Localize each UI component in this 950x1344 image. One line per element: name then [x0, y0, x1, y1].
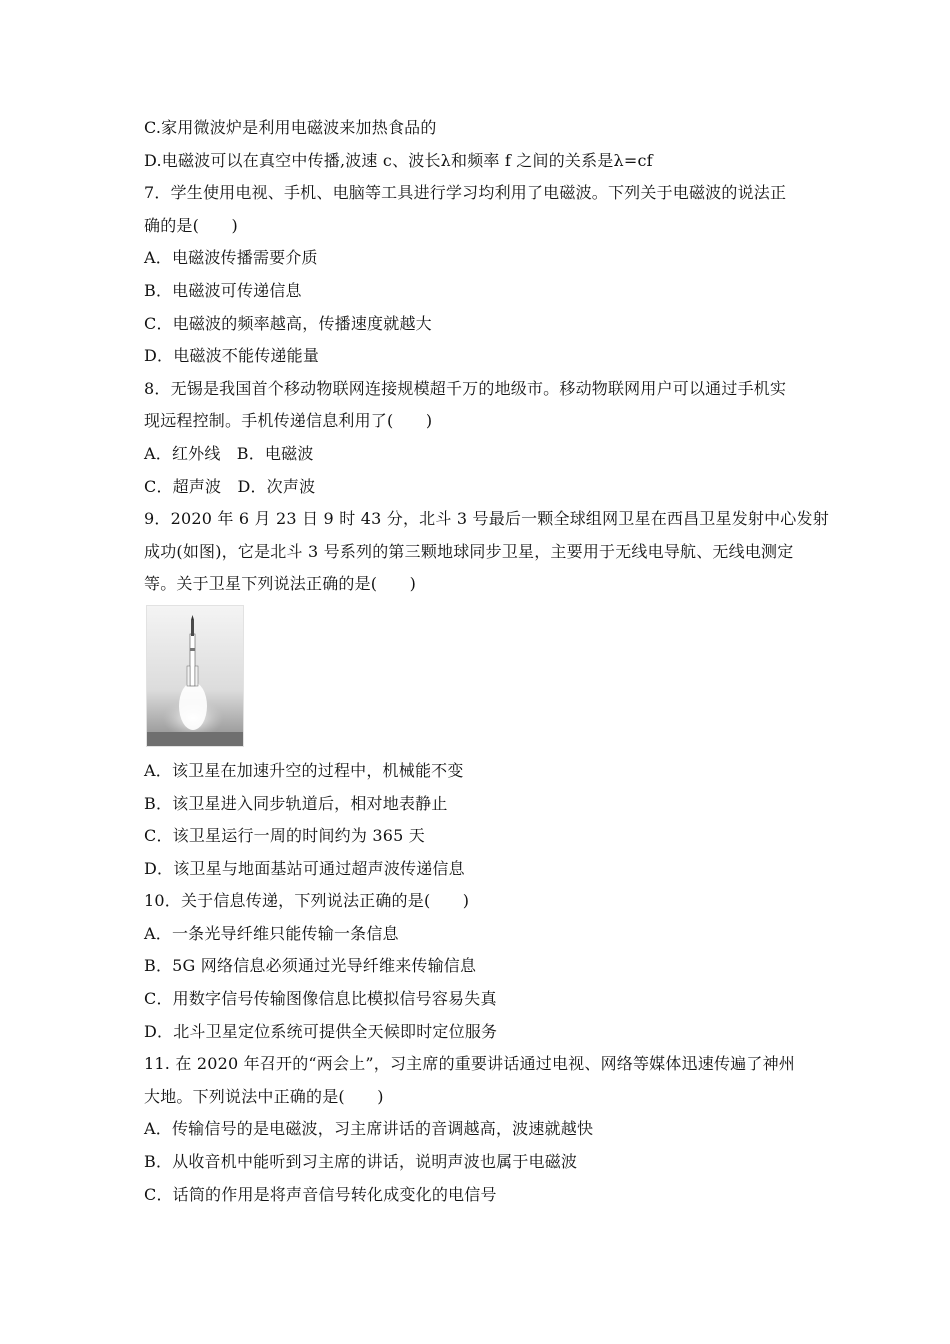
options-ab-q8: A．红外线 B．电磁波 [144, 443, 314, 463]
option-a-q7: A．电磁波传播需要介质 [144, 248, 318, 268]
question-8-stem-line-1: 8．无锡是我国首个移动物联网连接规模超千万的地级市。移动物联网用户可以通过手机实 [144, 378, 787, 398]
option-d-q10: D．北斗卫星定位系统可提供全天候即时定位服务 [144, 1021, 498, 1041]
rocket-launch-illustration [147, 606, 243, 746]
option-c-q11: C．话筒的作用是将声音信号转化成变化的电信号 [144, 1184, 497, 1204]
option-c-q9: C．该卫星运行一周的时间约为 365 天 [144, 826, 425, 846]
question-7-stem-line-2: 确的是( ) [144, 215, 238, 235]
question-7-stem-line-1: 7．学生使用电视、手机、电脑等工具进行学习均利用了电磁波。下列关于电磁波的说法正 [144, 183, 787, 203]
option-c-q6: C.家用微波炉是利用电磁波来加热食品的 [144, 118, 437, 137]
question-9-stem-line-2: 成功(如图)，它是北斗 3 号系列的第三颗地球同步卫星，主要用于无线电导航、无线电测定 [144, 541, 794, 561]
question-9-stem-line-3: 等。关于卫星下列说法正确的是( ) [144, 574, 417, 594]
option-d-q7: D．电磁波不能传递能量 [144, 346, 320, 366]
question-10-stem: 10．关于信息传递，下列说法正确的是( ) [144, 891, 470, 911]
document-page [144, 112, 829, 1211]
option-c-q10: C．用数字信号传输图像信息比模拟信号容易失真 [144, 989, 497, 1009]
option-b-q7: B．电磁波可传递信息 [144, 280, 302, 300]
option-b-q9: B．该卫星进入同步轨道后，相对地表静止 [144, 793, 448, 813]
option-a-q9: A．该卫星在加速升空的过程中，机械能不变 [144, 760, 464, 780]
question-11-stem-line-2: 大地。下列说法中正确的是( ) [144, 1086, 384, 1106]
question-9-stem-line-1: 9．2020 年 6 月 23 日 9 时 43 分，北斗 3 号最后一颗全球组网卫星在西昌卫星发射中心发射 [144, 509, 829, 529]
rocket-launch-photo-icon [146, 605, 244, 747]
option-a-q10: A．一条光导纤维只能传输一条信息 [144, 923, 399, 943]
question-11-stem-line-1: 11. 在 2020 年召开的“两会上”，习主席的重要讲话通过电视、网络等媒体迅速传遍了神州 [144, 1054, 795, 1074]
option-b-q11: B．从收音机中能听到习主席的讲话，说明声波也属于电磁波 [144, 1152, 578, 1172]
option-a-q11: A．传输信号的是电磁波，习主席讲话的音调越高，波速就越快 [144, 1119, 594, 1139]
option-b-q10: B．5G 网络信息必须通过光导纤维来传输信息 [144, 956, 477, 976]
option-d-q6: D.电磁波可以在真空中传播,波速 c、波长λ和频率 f 之间的关系是λ=cf [144, 150, 653, 170]
option-d-q9: D．该卫星与地面基站可通过超声波传递信息 [144, 858, 465, 878]
options-cd-q8: C．超声波 D．次声波 [144, 476, 316, 496]
question-8-stem-line-2: 现远程控制。手机传递信息利用了( ) [144, 411, 433, 431]
option-c-q7: C．电磁波的频率越高，传播速度就越大 [144, 313, 432, 333]
